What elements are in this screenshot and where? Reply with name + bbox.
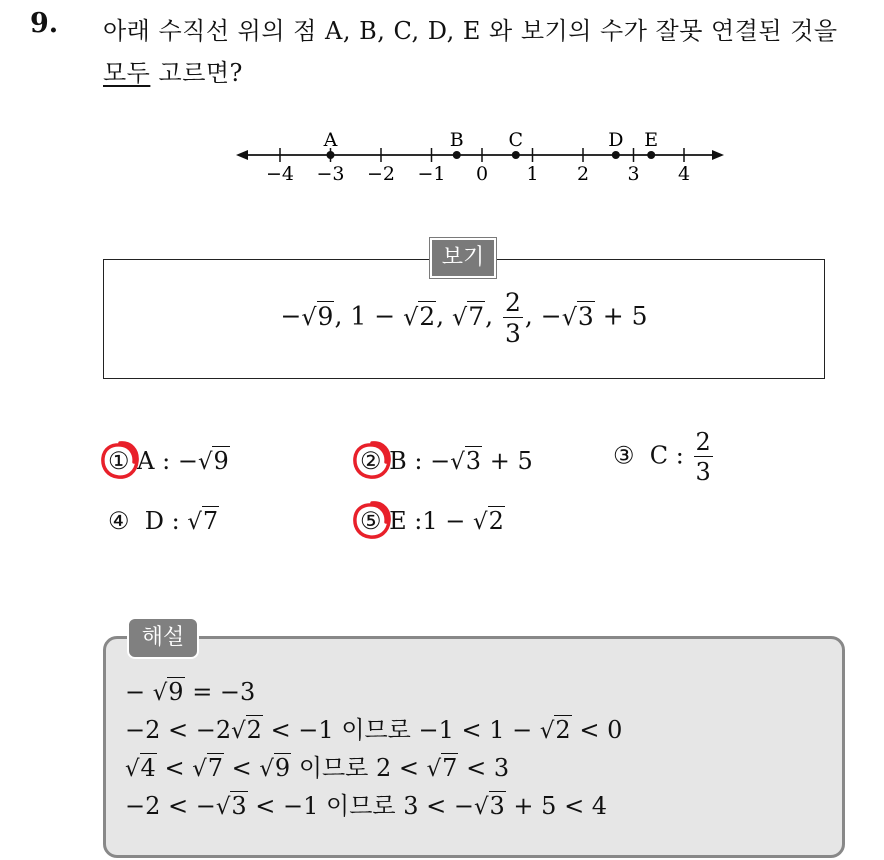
red-circle-mark-icon — [350, 498, 394, 542]
point-label: B — [449, 129, 464, 151]
fraction: $\frac{2}{3}$ — [505, 288, 521, 348]
tick-label: 1 — [526, 163, 539, 185]
choice-4[interactable]: ④ D : √7 — [108, 507, 219, 535]
solution-tag: 해설 — [127, 617, 199, 659]
point-a — [327, 151, 335, 159]
choice-2[interactable]: ② B : −√3 + 5 — [360, 447, 533, 475]
question-emphasis: 모두 — [103, 59, 151, 87]
tick-label: −2 — [366, 163, 396, 185]
sqrt: √9 — [301, 301, 334, 331]
sqrt: √3 — [561, 301, 594, 331]
tick-label: −3 — [316, 163, 345, 185]
point-e — [647, 151, 655, 159]
tick-label: 0 — [475, 163, 489, 185]
right-arrow-icon — [712, 150, 724, 160]
tick-label: 3 — [627, 163, 640, 185]
point-b — [453, 151, 461, 159]
point-label: E — [644, 129, 659, 151]
solution-line-1: − √9 = −3 — [125, 678, 256, 706]
tick-label: 4 — [677, 163, 691, 185]
point-label: C — [508, 129, 524, 151]
sqrt: √2 — [403, 301, 436, 331]
point-c — [512, 151, 520, 159]
red-circle-mark-icon — [350, 438, 394, 482]
point-label: A — [323, 129, 338, 151]
number-line — [230, 120, 730, 190]
tick-label: −4 — [265, 163, 295, 185]
sqrt: √7 — [452, 301, 485, 331]
question-line2: 고르면? — [150, 59, 243, 87]
left-arrow-icon — [236, 150, 248, 160]
solution-line-3: √4 < √7 < √9 이므로 2 < √7 < 3 — [125, 754, 510, 782]
example-box-tag: 보기 — [430, 238, 496, 278]
tick-label: −1 — [417, 163, 446, 185]
solution-line-2: −2 < −2√2 < −1 이므로 −1 < 1 − √2 < 0 — [125, 716, 623, 744]
choice-1[interactable]: ① A : −√9 — [108, 447, 229, 475]
point-d — [612, 151, 620, 159]
choice-5[interactable]: ⑤ E :1 − √2 — [360, 507, 504, 535]
question-number: 9. — [30, 8, 59, 39]
point-label: D — [608, 129, 624, 151]
red-circle-mark-icon — [98, 438, 142, 482]
example-expression: −√9, 1 − √2, √7, $\frac{2}{3}$ , −√3 + 5 — [280, 288, 648, 348]
solution-line-4: −2 < −√3 < −1 이므로 3 < −√3 + 5 < 4 — [125, 792, 608, 820]
choice-3[interactable]: ③ C : $\frac{2}{3}$ — [613, 428, 711, 486]
question-text — [103, 10, 873, 94]
question-line1: 아래 수직선 위의 점 A, B, C, D, E 와 보기의 수가 잘못 연결된 것을 — [103, 17, 838, 45]
tick-label: 2 — [576, 163, 590, 185]
